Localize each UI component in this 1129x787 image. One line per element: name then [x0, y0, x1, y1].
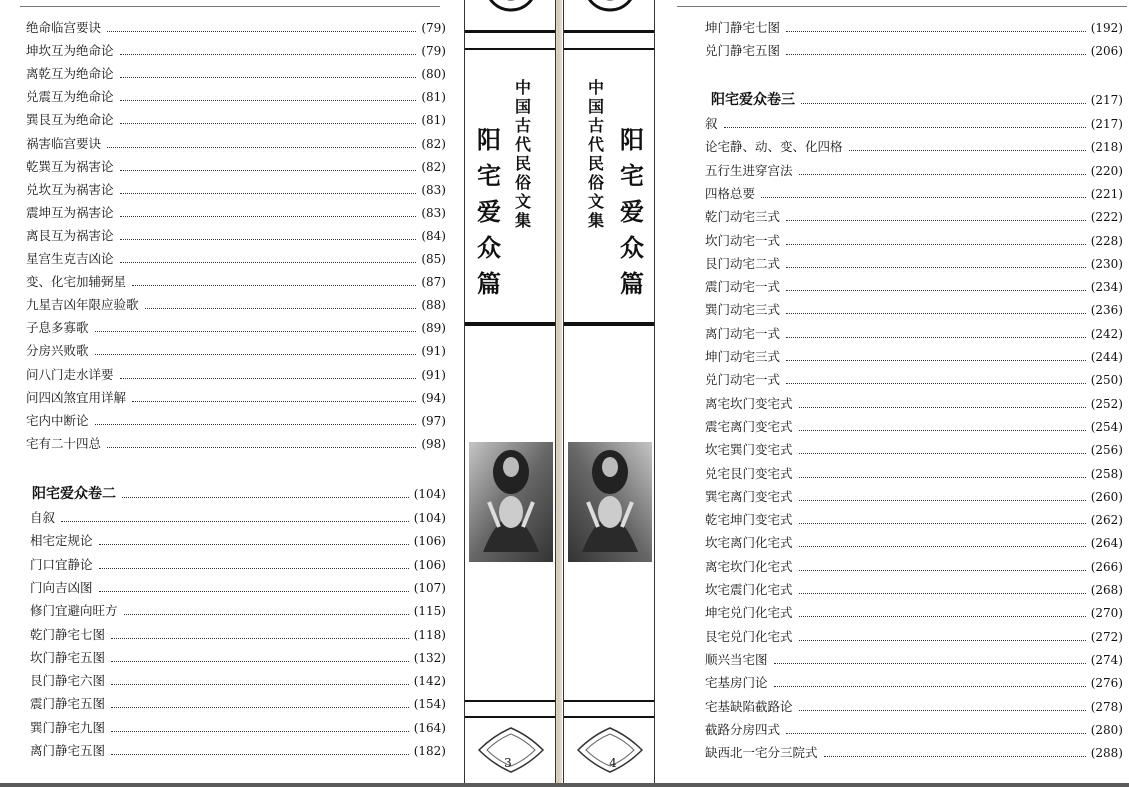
- toc-entry-page: (250): [1090, 373, 1123, 388]
- dot-leader: [799, 546, 1086, 547]
- dot-leader: [95, 354, 417, 355]
- toc-entry: [30, 650, 446, 666]
- toc-entry: [705, 163, 1123, 179]
- toc-entry-page: (258): [1090, 466, 1123, 481]
- toc-entry-title: 问四凶煞宜用详解: [26, 389, 127, 405]
- toc-entry-page: (81): [421, 90, 446, 105]
- dot-leader: [799, 523, 1086, 524]
- toc-entry: [26, 251, 446, 267]
- toc-entry-title: 震门动宅一式: [705, 279, 781, 295]
- toc-entry-title: 宅有二十四总: [26, 435, 102, 451]
- toc-entry-page: (274): [1090, 652, 1123, 667]
- dot-leader: [145, 308, 417, 309]
- dot-leader: [120, 378, 417, 379]
- section-heading: [711, 92, 1123, 108]
- toc-entry-page: (182): [413, 744, 446, 758]
- toc-entry: [26, 182, 446, 198]
- dot-leader: [111, 707, 409, 708]
- toc-entry: [30, 603, 446, 619]
- dot-leader: [107, 447, 416, 448]
- toc-entry: [705, 116, 1123, 132]
- toc-entry-title: 离宅坎门化宅式: [705, 558, 793, 574]
- toc-entry-title: 乾巽互为祸害论: [26, 158, 114, 174]
- toc-entry: [26, 43, 446, 59]
- dot-leader: [786, 337, 1086, 338]
- dot-leader: [786, 733, 1086, 734]
- toc-entry: [30, 673, 446, 689]
- series-title: 中 国 古 代 民 俗 文 集: [588, 78, 605, 230]
- toc-entry-title: 兑坎互为祸害论: [26, 181, 114, 197]
- toc-entry-page: (106): [413, 534, 446, 549]
- toc-entry-page: (218): [1090, 140, 1123, 155]
- toc-entry: [705, 326, 1123, 342]
- book-title: 阳 宅 爱 众 篇: [620, 125, 644, 298]
- toc-entry: [705, 652, 1123, 668]
- toc-entry-title: 门向吉凶图: [30, 579, 93, 595]
- toc-entry-title: 离艮互为祸害论: [26, 227, 114, 243]
- toc-entry: [705, 582, 1123, 598]
- toc-entry-title: 震宅离门变宅式: [705, 418, 793, 434]
- toc-entry-title: 截路分房四式: [705, 721, 781, 737]
- toc-entry-title: 兑宅艮门变宅式: [705, 465, 793, 481]
- dot-leader: [786, 313, 1086, 314]
- toc-entry-page: (280): [1090, 722, 1123, 737]
- dot-leader: [107, 147, 416, 148]
- toc-entry: [26, 205, 446, 221]
- dot-leader: [799, 500, 1086, 501]
- toc-entry: [26, 343, 446, 359]
- toc-entry: [705, 372, 1123, 388]
- toc-entry-page: (234): [1090, 280, 1123, 295]
- dot-leader: [786, 290, 1086, 291]
- dot-leader: [799, 174, 1086, 175]
- toc-entry: [26, 274, 446, 290]
- dot-leader: [799, 570, 1086, 571]
- dot-leader: [111, 661, 409, 662]
- toc-entry-page: (104): [413, 487, 446, 501]
- toc-entry-page: (220): [1090, 163, 1123, 178]
- toc-entry-title: 叙: [705, 116, 718, 131]
- dot-leader: [111, 731, 409, 732]
- dot-leader: [786, 360, 1086, 361]
- toc-entry-title: 缺西北一宅分三院式: [705, 745, 818, 761]
- toc-entry-title: 分房兴败歌: [26, 343, 89, 359]
- toc-entry-page: (252): [1090, 396, 1123, 411]
- toc-entry-title: 乾门动宅三式: [705, 209, 781, 225]
- toc-entry-title: 巽门静宅九图: [30, 719, 106, 735]
- toc-entry: [705, 675, 1123, 691]
- toc-entry-page: (244): [1090, 350, 1123, 364]
- right-page: [657, 0, 1129, 787]
- toc-entry-page: (206): [1090, 44, 1123, 58]
- dot-leader: [774, 663, 1086, 664]
- dot-leader: [849, 150, 1086, 151]
- dot-leader: [786, 267, 1086, 268]
- toc-entry-title: 巽门动宅三式: [705, 302, 781, 318]
- toc-entry-page: (107): [413, 580, 446, 595]
- top-rule: [20, 6, 440, 7]
- toc-entry: [705, 535, 1123, 551]
- toc-entry-title: 子息多寡歌: [26, 320, 89, 336]
- toc-entry: [26, 436, 446, 452]
- toc-entry-page: (115): [413, 604, 446, 619]
- toc-entry: [705, 209, 1123, 225]
- toc-entry-title: 兑震互为绝命论: [26, 89, 114, 105]
- toc-entry: [705, 512, 1123, 528]
- toc-entry-title: 坤坎互为绝命论: [26, 43, 114, 59]
- toc-entry-title: 乾门静宅七图: [30, 626, 106, 642]
- toc-entry: [26, 66, 446, 82]
- toc-entry-title: 艮门静宅六图: [30, 673, 106, 689]
- toc-entry: [705, 43, 1123, 59]
- toc-entry-title: 四格总要: [705, 185, 756, 201]
- toc-entry: [30, 557, 446, 573]
- toc-entry-page: (272): [1090, 629, 1123, 644]
- toc-entry-page: (82): [421, 136, 446, 151]
- toc-entry-title: 坤宅兑门化宅式: [705, 605, 793, 621]
- dot-leader: [761, 197, 1086, 198]
- toc-entry-title: 坎门动宅一式: [705, 232, 781, 248]
- toc-entry: [26, 367, 446, 383]
- toc-entry: [705, 722, 1123, 738]
- toc-entry-page: (242): [1090, 326, 1123, 341]
- toc-entry-title: 巽艮互为绝命论: [26, 112, 114, 128]
- toc-entry-page: (221): [1090, 186, 1123, 201]
- toc-entry-page: (192): [1090, 21, 1123, 35]
- toc-entry-title: 问八门走水详要: [26, 366, 114, 382]
- dot-leader: [799, 593, 1086, 594]
- toc-entry-page: (104): [413, 511, 446, 525]
- toc-entry-page: (79): [421, 21, 446, 35]
- toc-entry: [26, 228, 446, 244]
- toc-entry: [26, 413, 446, 429]
- toc-entry: [705, 186, 1123, 202]
- toc-entry-page: (262): [1090, 513, 1123, 528]
- dot-leader: [799, 407, 1086, 408]
- toc-entry-page: (164): [413, 720, 446, 735]
- toc-entry-page: (82): [421, 159, 446, 174]
- dot-leader: [799, 430, 1086, 431]
- dot-leader: [132, 285, 416, 286]
- toc-entry-page: (80): [421, 67, 446, 82]
- toc-entry-title: 艮宅兑门化宅式: [705, 628, 793, 644]
- dot-leader: [120, 262, 417, 263]
- toc-entry-page: (89): [421, 321, 446, 336]
- toc-entry-title: 五行生进穿宫法: [705, 162, 793, 178]
- left-page: [0, 0, 465, 787]
- toc-entry: [705, 489, 1123, 505]
- toc-entry: [26, 320, 446, 336]
- dot-leader: [824, 756, 1086, 757]
- toc-entry-title: 坎门静宅五图: [30, 649, 106, 665]
- dot-leader: [99, 591, 409, 592]
- toc-entry: [30, 720, 446, 736]
- toc-entry-page: (154): [413, 697, 446, 712]
- dot-leader: [774, 686, 1086, 687]
- toc-entry-page: (83): [421, 205, 446, 220]
- toc-entry-title: 离宅坎门变宅式: [705, 395, 793, 411]
- spine-left: [464, 0, 556, 783]
- dot-leader: [786, 383, 1086, 384]
- toc-entry: [705, 349, 1123, 365]
- page-number: 3: [504, 756, 512, 770]
- toc-entry-page: (266): [1090, 559, 1123, 574]
- toc-entry-title: 祸害临宫要诀: [26, 135, 102, 151]
- toc-entry: [705, 139, 1123, 155]
- dot-leader: [120, 54, 417, 55]
- toc-entry-title: 坤门静宅七图: [705, 20, 781, 35]
- toc-entry-title: 兑门静宅五图: [705, 43, 781, 58]
- toc-entry-page: (106): [413, 557, 446, 572]
- toc-entry-title: 乾宅坤门变宅式: [705, 512, 793, 528]
- dot-leader: [801, 103, 1086, 104]
- section-heading: [32, 486, 446, 502]
- dot-leader: [61, 521, 409, 522]
- dot-leader: [95, 331, 417, 332]
- toc-entry: [705, 419, 1123, 435]
- toc-entry-title: 九星吉凶年限应验歌: [26, 297, 139, 313]
- toc-entry: [30, 627, 446, 643]
- toc-entry-title: 阳宅爱众卷三: [711, 92, 795, 108]
- toc-entry-page: (228): [1090, 233, 1123, 248]
- toc-entry-page: (94): [421, 390, 446, 405]
- toc-entry: [30, 510, 446, 526]
- toc-entry-page: (288): [1090, 746, 1123, 761]
- toc-entry: [26, 89, 446, 105]
- dot-leader: [120, 77, 417, 78]
- page-number: 4: [609, 756, 617, 770]
- buddha-statue-image: [469, 442, 553, 562]
- toc-entry-title: 坎宅震门化宅式: [705, 582, 793, 597]
- toc-entry: [30, 580, 446, 596]
- dot-leader: [786, 220, 1086, 221]
- dot-leader: [799, 640, 1086, 641]
- toc-entry-title: 修门宜避向旺方: [30, 603, 118, 619]
- toc-entry: [26, 297, 446, 313]
- toc-entry: [705, 302, 1123, 318]
- dot-leader: [120, 123, 417, 124]
- toc-entry-page: (91): [421, 367, 446, 382]
- toc-entry: [705, 745, 1123, 761]
- dot-leader: [111, 754, 409, 755]
- toc-entry-page: (91): [421, 344, 446, 359]
- toc-entry: [705, 279, 1123, 295]
- dot-leader: [95, 424, 417, 425]
- toc-entry-page: (98): [421, 436, 446, 451]
- toc-entry: [26, 390, 446, 406]
- series-title: 中 国 古 代 民 俗 文 集: [515, 78, 532, 230]
- dot-leader: [724, 127, 1086, 128]
- scan-edge: [0, 783, 1129, 787]
- toc-entry: [705, 699, 1123, 715]
- toc-entry-page: (260): [1090, 489, 1123, 504]
- toc-entry: [26, 112, 446, 128]
- toc-entry: [705, 466, 1123, 482]
- toc-entry-page: (84): [421, 228, 446, 243]
- toc-entry-title: 兑门动宅一式: [705, 372, 781, 388]
- toc-entry-title: 星宫生克吉凶论: [26, 251, 114, 266]
- toc-entry-title: 阳宅爱众卷二: [32, 486, 116, 502]
- toc-entry-title: 震门静宅五图: [30, 696, 106, 712]
- dot-leader: [132, 401, 416, 402]
- toc-entry-page: (142): [413, 674, 446, 689]
- dot-leader: [99, 544, 409, 545]
- toc-entry-title: 顺兴当宅图: [705, 651, 768, 667]
- toc-entry: [705, 559, 1123, 575]
- toc-entry-title: 巽宅离门变宅式: [705, 488, 793, 504]
- toc-entry-page: (270): [1090, 606, 1123, 621]
- dot-leader: [120, 239, 417, 240]
- toc-entry: [26, 159, 446, 175]
- toc-entry-title: 论宅静、动、变、化四格: [705, 139, 843, 155]
- dot-leader: [120, 216, 417, 217]
- toc-entry-page: (85): [421, 252, 446, 266]
- toc-entry: [30, 696, 446, 712]
- toc-entry: [705, 629, 1123, 645]
- spine-right: [563, 0, 655, 783]
- toc-entry-page: (230): [1090, 256, 1123, 271]
- dot-leader: [124, 614, 409, 615]
- toc-entry-title: 绝命临宫要诀: [26, 20, 102, 35]
- dot-leader: [122, 497, 409, 498]
- toc-entry-page: (118): [413, 627, 446, 642]
- toc-entry-title: 离乾互为绝命论: [26, 66, 114, 82]
- toc-entry: [30, 533, 446, 549]
- toc-entry: [30, 743, 446, 759]
- toc-entry-page: (132): [413, 650, 446, 665]
- toc-entry-title: 相宅定规论: [30, 533, 93, 549]
- toc-entry-title: 宅基缺陷截路论: [705, 698, 793, 714]
- dot-leader: [111, 638, 409, 639]
- book-title: 阳 宅 爱 众 篇: [477, 125, 501, 298]
- toc-entry-page: (79): [421, 44, 446, 59]
- toc-entry: [705, 605, 1123, 621]
- toc-entry-page: (268): [1090, 583, 1123, 597]
- dot-leader: [799, 710, 1086, 711]
- toc-entry: [705, 20, 1123, 36]
- toc-entry-title: 门口宜静论: [30, 556, 93, 572]
- toc-entry-page: (97): [421, 413, 446, 428]
- dot-leader: [107, 31, 416, 32]
- toc-entry-title: 宅基房门论: [705, 675, 768, 691]
- toc-entry-page: (254): [1090, 419, 1123, 434]
- toc-entry-page: (217): [1090, 93, 1123, 107]
- toc-entry-page: (236): [1090, 303, 1123, 318]
- dot-leader: [120, 100, 417, 101]
- toc-entry-title: 震坤互为祸害论: [26, 204, 114, 220]
- toc-entry-title: 艮门动宅二式: [705, 255, 781, 271]
- top-rule: [677, 6, 1127, 7]
- toc-entry-title: 坤门动宅三式: [705, 349, 781, 364]
- dot-leader: [99, 568, 409, 569]
- toc-entry-page: (217): [1090, 117, 1123, 131]
- toc-entry-page: (278): [1090, 699, 1123, 714]
- toc-entry-page: (88): [421, 298, 446, 313]
- toc-entry-page: (276): [1090, 676, 1123, 691]
- toc-entry: [26, 136, 446, 152]
- taiji-icon: [483, 0, 539, 20]
- dot-leader: [786, 244, 1086, 245]
- toc-entry-title: 离门动宅一式: [705, 325, 781, 341]
- toc-entry-page: (83): [421, 182, 446, 197]
- toc-entry: [705, 396, 1123, 412]
- dot-leader: [120, 170, 417, 171]
- toc-entry-title: 坎宅巽门变宅式: [705, 442, 793, 458]
- dot-leader: [786, 54, 1086, 55]
- toc-entry: [705, 442, 1123, 458]
- buddha-statue-image: [568, 442, 652, 562]
- dot-leader: [799, 453, 1086, 454]
- toc-entry: [705, 233, 1123, 249]
- dot-leader: [120, 193, 417, 194]
- toc-entry-page: (256): [1090, 443, 1123, 458]
- taiji-icon: [582, 0, 638, 20]
- toc-entry-page: (81): [421, 113, 446, 128]
- toc-entry: [705, 256, 1123, 272]
- toc-entry-title: 坎宅离门化宅式: [705, 535, 793, 551]
- dot-leader: [111, 684, 409, 685]
- toc-entry-title: 自叙: [30, 510, 56, 525]
- toc-entry-title: 宅内中断论: [26, 412, 89, 428]
- dot-leader: [786, 31, 1086, 32]
- toc-entry-title: 变、化宅加辅弼星: [26, 274, 127, 290]
- dot-leader: [799, 477, 1086, 478]
- toc-entry-page: (87): [421, 275, 446, 290]
- toc-entry-page: (222): [1090, 210, 1123, 225]
- toc-entry-page: (264): [1090, 536, 1123, 551]
- dot-leader: [799, 616, 1086, 617]
- toc-entry-title: 离门静宅五图: [30, 743, 106, 758]
- toc-entry: [26, 20, 446, 36]
